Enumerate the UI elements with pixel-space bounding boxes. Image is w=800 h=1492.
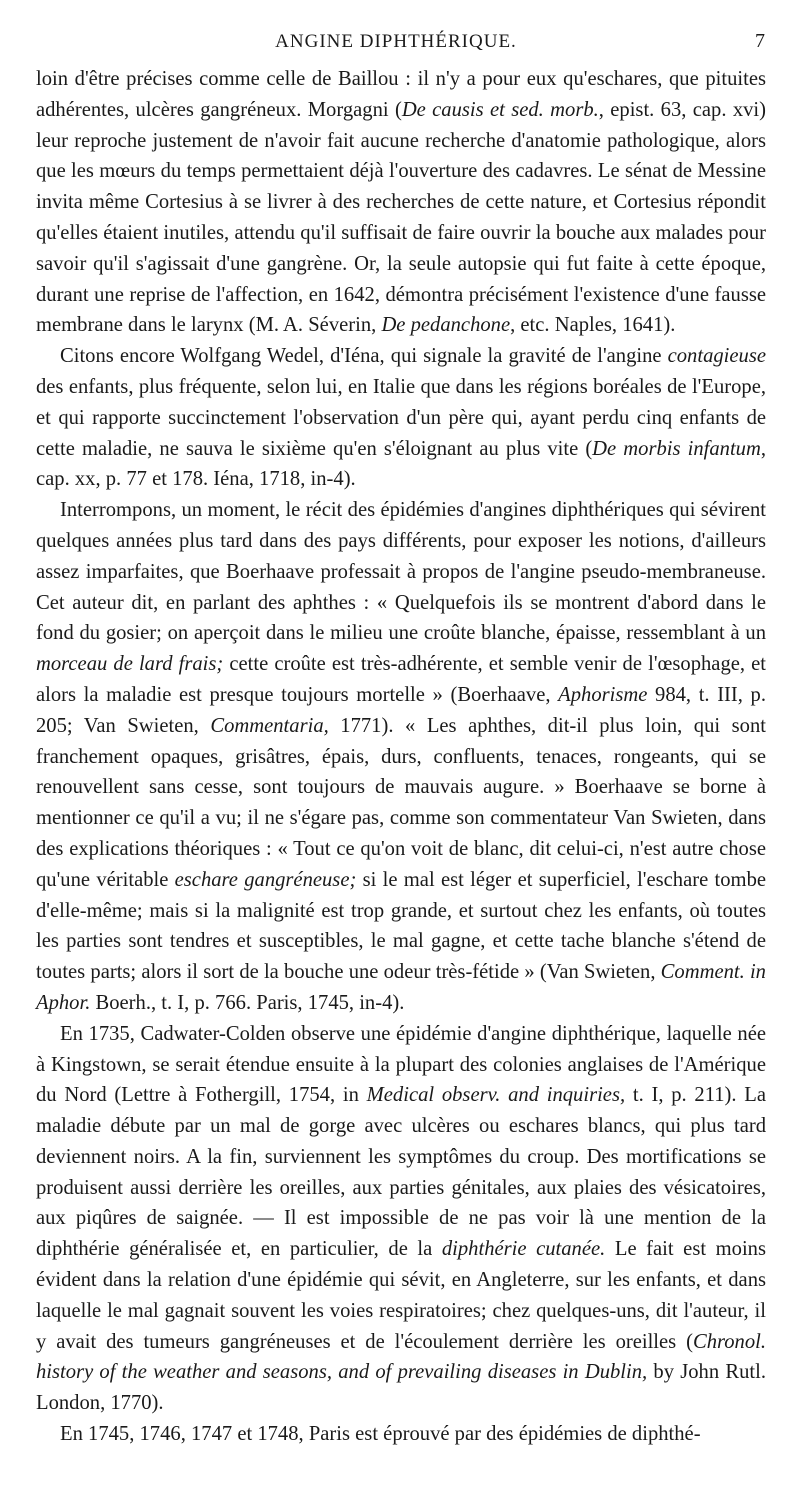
paragraph — [36, 1419, 766, 1450]
italic-citation: Medical observ. and inquiries, — [366, 1084, 626, 1107]
paragraph — [36, 1019, 766, 1419]
italic-citation: Comment. in Aphor. — [36, 961, 766, 1014]
text-run: cette croûte est très-adhérente, et semble venir de l'œsophage, et alors la maladie est presque toujours mortelle » (Boerhaave, — [36, 653, 767, 706]
body-text — [36, 64, 766, 1450]
book-page — [36, 30, 766, 1450]
text-run: En 1745, 1746, 1747 et 1748, Paris est éprouvé par des épidémies de diphthé- — [60, 1423, 701, 1446]
italic-citation: morceau de lard frais; — [36, 653, 224, 676]
text-run: Citons encore Wolfgang Wedel, d'Iéna, qui signale la gravité de l'angine — [60, 345, 668, 368]
running-header — [36, 30, 766, 64]
running-title: ANGINE DIPHTHÉRIQUE. — [275, 31, 517, 52]
text-run: , etc. Naples, 1641). — [510, 314, 676, 337]
text-run: si le mal est léger et superficiel, l'eschare tombe d'elle-même; mais si la malignité est trop grande, et surtout chez les enfants, où toutes les parties sont tendres et susceptibles, le mal gagne, et cette tache blanche s'étend de toutes parts; alors il sort de la bouche une odeur très-fétide » (Van Swieten, — [36, 868, 766, 984]
italic-citation: Aphorisme — [558, 683, 648, 706]
italic-citation: contagieuse — [667, 345, 766, 368]
text-run: t. I, p. 211). La maladie débute par un mal de gorge avec ulcères ou eschares blancs, qui plus tard deviennent noirs. A la fin, surviennent les symptômes du croup. Des mortifications se produisent aussi derrière les oreilles, aux parties génitales, aux plaies des vésicatoires, aux piqûres de saignée. — Il est impossible de ne pas voir là une mention de la diphthérie généralisée et, en particulier, de la — [36, 1084, 766, 1261]
text-run: Interrompons, un moment, le récit des épidémies d'angines diphthériques qui sévirent quelques années plus tard dans des pays différents, pour exposer les notions, d'ailleurs assez imparfaites, que Boerhaave professait à propos de l'angine pseudo-membraneuse. Cet auteur dit, en parlant des aphthes : « Quelquefois ils se montrent d'abord dans le fond du gosier; on aperçoit dans le milieu une croûte blanche, épaisse, ressemblant à un — [36, 499, 766, 645]
italic-citation: Commentaria, — [210, 714, 329, 737]
text-run: , epist. 63, cap. xvi) leur reproche justement de n'avoir fait aucune recherche d'anatomie pathologique, alors que les mœurs du temps permettaient déjà l'ouverture des cadavres. Le sénat de Messine invita même Cortesius à se livrer à des recherches de cette nature, et Cortesius répondit qu'elles étaient inutiles, attendu qu'il suffisait de faire ouvrir la bouche aux malades pour savoir qu'il s'agissait d'une gangrène. Or, la seule autopsie qui fut faite à cette époque, durant une reprise de l'affection, en 1642, démontra précisément l'existence d'une fausse membrane dans le larynx (M. A. Séverin, — [36, 98, 766, 337]
italic-citation: De morbis infantum — [592, 437, 761, 460]
paragraph — [36, 64, 766, 341]
italic-citation: Chronol. history of the weather and seasons, and of prevailing diseases in Dublin, — [36, 1330, 766, 1384]
text-run: 1771). « Les aphthes, dit-il plus loin, qui sont franchement opaques, grisâtres, épais, durs, confluents, tenaces, rongeants, qui se renouvellent sans cesse, sont toujours de mauvais augure. » Boerhaave se borne à mentionner ce qu'il a vu; il ne s'égare pas, comme son commentateur Van Swieten, dans des explications théoriques : « Tout ce qu'on voit de blanc, dit celui-ci, n'est autre chose qu'une véritable — [36, 714, 766, 891]
text-run: Le fait est moins évident dans la relation d'une épidémie qui sévit, en Angleterre, sur les enfants, et dans laquelle le mal gagnait souvent les voies respiratoires; chez quelques-uns, dit l'auteur, il y avait des tumeurs gangréneuses et de l'écoulement derrière les oreilles ( — [36, 1238, 766, 1353]
italic-citation: De pedanchone — [381, 314, 511, 337]
italic-citation: diphthérie cutanée. — [441, 1238, 606, 1261]
paragraph — [36, 341, 766, 495]
text-run: En 1735, Cadwater-Colden observe une épidémie d'angine diphthérique, laquelle née à Kingstown, se serait étendue ensuite à la plupart des colonies anglaises de l'Amérique du Nord (Lettre à Fothergill, 1754, in — [36, 1022, 766, 1107]
italic-citation: De causis et sed. morb. — [401, 98, 599, 121]
text-run: , cap. xx, p. 77 et 178. Iéna, 1718, in-4). — [36, 437, 766, 491]
text-run: loin d'être précises comme celle de Baillou : il n'y a pour eux qu'eschares, que pituites adhérentes, ulcères gangréneux. Morgagni ( — [36, 68, 766, 121]
text-run: Boerh., t. I, p. 766. Paris, 1745, in-4). — [90, 991, 405, 1014]
text-run: 984, t. III, p. 205; Van Swieten, — [36, 683, 766, 737]
text-run: des enfants, plus fréquente, selon lui, en Italie que dans les régions boréales de l'Europe, et qui rapporte succinctement l'observation d'un père qui, ayant perdu cinq enfants de cette maladie, ne sauva le sixième qu'en s'éloignant au plus vite ( — [36, 375, 766, 460]
italic-citation: eschare gangréneuse; — [174, 868, 357, 891]
paragraph — [36, 495, 766, 1019]
text-run: by John Rutl. London, 1770). — [36, 1361, 767, 1415]
page-number: 7 — [755, 30, 766, 52]
